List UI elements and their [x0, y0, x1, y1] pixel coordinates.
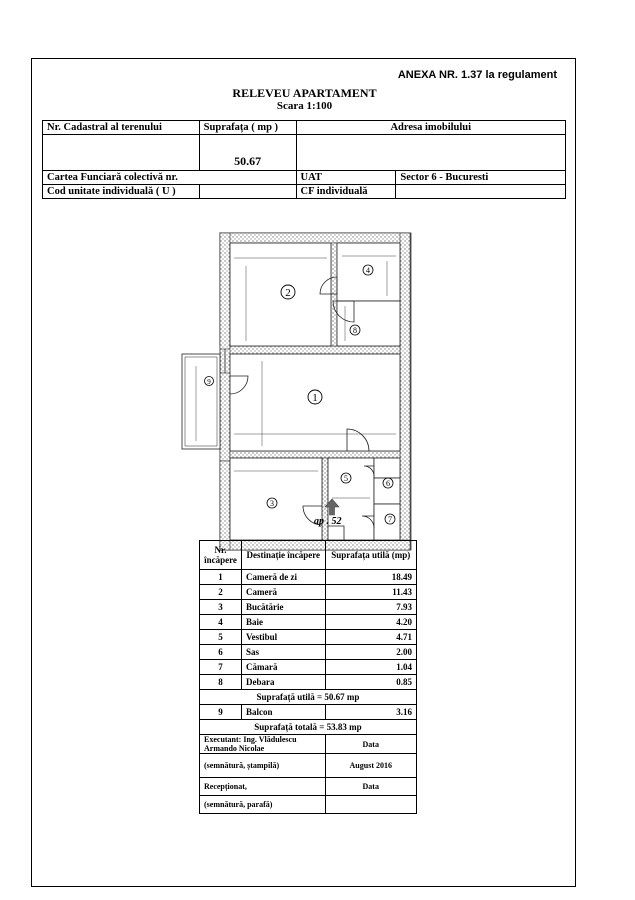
room-6-marker [383, 478, 393, 488]
room-7-marker [385, 514, 395, 524]
col-destinatie-header: Destinație încăpere [241, 541, 325, 570]
total-area: Suprafață totală = 53.83 mp [200, 720, 417, 735]
room-number-7: 7 [388, 515, 392, 524]
nr-cadastral-value [43, 135, 200, 171]
room-8 [374, 458, 400, 478]
uat-label: UAT [296, 171, 396, 185]
hallway-upper [337, 301, 400, 346]
annex-label: ANEXA NR. 1.37 la regulament [397, 69, 557, 81]
uat-value: Sector 6 - Bucuresti [396, 171, 566, 185]
room-number-5: 5 [344, 474, 348, 483]
executant-label: Executant: Ing. Vlădulescu Armando Nicolae [200, 735, 326, 754]
adresa-value [296, 135, 565, 171]
room-9-marker [205, 377, 214, 387]
room-3-marker [267, 498, 277, 508]
entrance-arrow-icon [323, 498, 341, 516]
table-row: 8 Debara 0.85 [200, 675, 417, 690]
table-row: 5 Vestibul 4.71 [200, 630, 417, 645]
room-8-marker [350, 325, 360, 335]
balcony [182, 354, 220, 449]
room-4-marker [363, 265, 373, 275]
receptionat-sub-label: (semnătură, parafă) [200, 796, 326, 814]
room-5-marker [341, 473, 351, 483]
col-suprafata-header: Suprafața utilă (mp) [325, 541, 416, 570]
adresa-label: Adresa imobilului [296, 121, 565, 135]
room-number-1: 1 [312, 392, 318, 404]
room-2 [230, 243, 331, 346]
table-row: 3 Bucătărie 7.93 [200, 600, 417, 615]
executant-sub-label: (semnătură, ștampilă) [200, 754, 326, 778]
entrance-label: ap . 52 [314, 516, 342, 527]
room-number-8: 8 [353, 326, 357, 335]
suprafata-label: Suprafața ( mp ) [199, 121, 296, 135]
col-nr-header: Nr. încăpere [200, 541, 242, 570]
useful-area-total: Suprafață utilă = 50.67 mp [200, 690, 417, 705]
receptionat-label: Recepționat, [200, 778, 326, 796]
rooms-table [199, 540, 417, 814]
receptionat-data-value [325, 796, 416, 814]
room-1-marker [308, 390, 322, 404]
room-number-4: 4 [366, 266, 370, 275]
document-title: RELEVEU APARTAMENT [232, 86, 377, 100]
room-number-6: 6 [386, 479, 390, 488]
table-row-balcony: 9 Balcon 3.16 [200, 705, 417, 720]
table-row: 7 Cămară 1.04 [200, 660, 417, 675]
table-row: 4 Baie 4.20 [200, 615, 417, 630]
room-number-9: 9 [207, 378, 211, 386]
data-label: Data [325, 735, 416, 754]
room-2-marker [281, 285, 295, 299]
table-row: 1 Cameră de zi 18.49 [200, 570, 417, 585]
data-value: August 2016 [325, 754, 416, 778]
cf-individuala-value [396, 185, 566, 199]
nr-cadastral-label: Nr. Cadastral al terenului [43, 121, 200, 135]
cod-unitate-label: Cod unitate individuală ( U ) [43, 185, 200, 199]
scale-label: Scara 1:100 [276, 100, 333, 112]
cf-individuala-label: CF individuală [296, 185, 396, 199]
carte-funciara-label: Cartea Funciară colectivă nr. [43, 171, 297, 185]
data-label-2: Data [325, 778, 416, 796]
room-number-2: 2 [285, 287, 291, 299]
table-row: 2 Cameră 11.43 [200, 585, 417, 600]
room-number-3: 3 [270, 499, 274, 508]
suprafata-value: 50.67 [199, 135, 296, 171]
room-3 [230, 458, 322, 540]
table-row: 6 Sas 2.00 [200, 645, 417, 660]
